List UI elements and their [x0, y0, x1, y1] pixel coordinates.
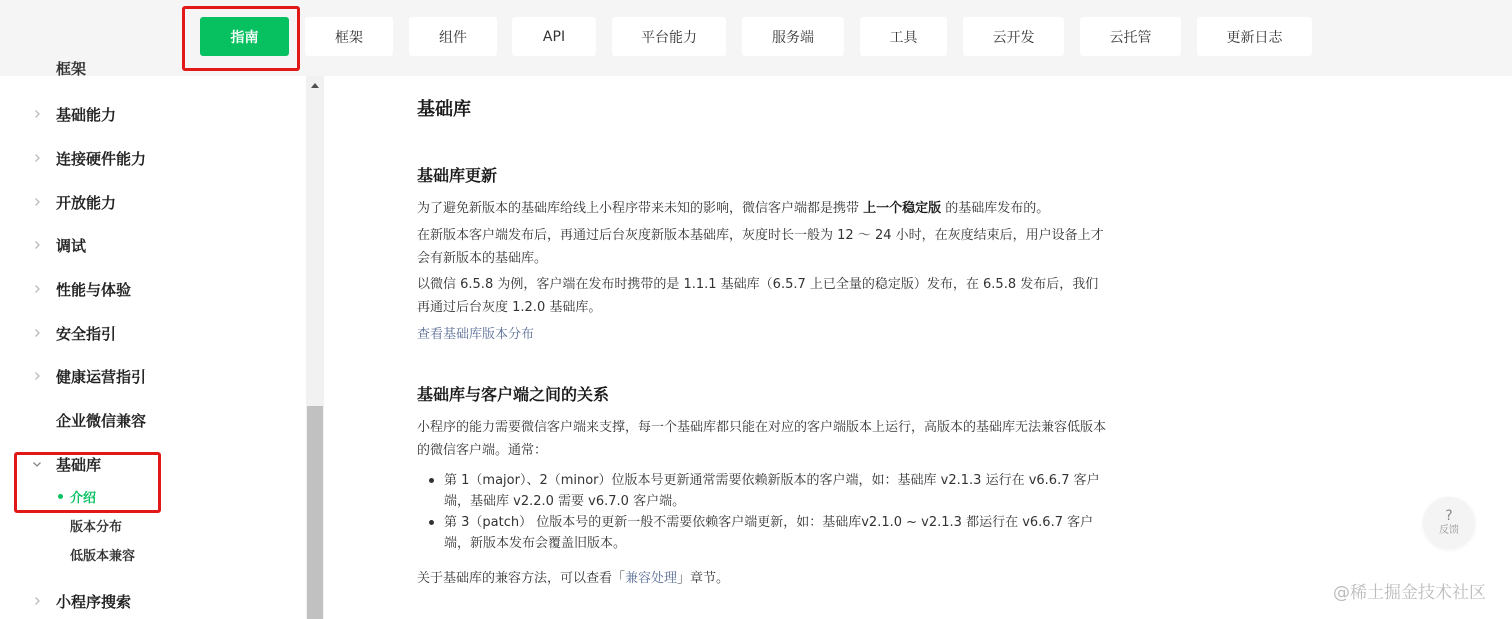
paragraph-update-1: 为了避免新版本的基础库给线上小程序带来未知的影响，微信客户端都是携带 上一个稳定版 的基础库发布的。 — [417, 201, 1050, 216]
sidebar-item-label: 基础库 — [56, 455, 102, 474]
scrollbar-thumb[interactable] — [307, 406, 323, 619]
list-item: 第 3（patch） 位版本号的更新一般不需要依赖客户端更新，如：基础库v2.1.0 ~ v2.1.3 都运行在 v6.6.7 客户端，新版本发布会覆盖旧版本。 — [417, 512, 1107, 554]
sidebar-subitem-label: 低版本兼容 — [70, 548, 136, 564]
sidebar-scrollbar[interactable] — [306, 76, 324, 619]
top-navigation — [0, 0, 1512, 76]
tab-tools[interactable]: 工具 — [860, 17, 947, 56]
chevron-right-icon — [32, 109, 42, 119]
paragraph-update-3: 以微信 6.5.8 为例，客户端在发布时携带的是 1.1.1 基础库（6.5.7 上已全量的稳定版）发布，在 6.5.8 发布后，我们再通过后台灰度 1.2.0 基础库。 — [417, 277, 1099, 315]
sidebar-item-operations[interactable] — [0, 361, 306, 391]
sidebar-item-basic-capabilities[interactable] — [0, 99, 306, 129]
sidebar-item-open-capabilities[interactable] — [0, 187, 306, 217]
sidebar — [0, 60, 306, 619]
chevron-right-icon — [32, 153, 42, 163]
feedback-label: 反馈 — [1439, 524, 1459, 536]
sidebar-subitem-label: 版本分布 — [70, 519, 123, 535]
chevron-right-icon — [32, 240, 42, 250]
sidebar-item-label: 连接硬件能力 — [56, 149, 147, 168]
tab-server[interactable]: 服务端 — [742, 17, 844, 56]
sidebar-item-label: 健康运营指引 — [56, 367, 147, 386]
question-icon: ? — [1445, 507, 1453, 524]
chevron-right-icon — [32, 328, 42, 338]
sidebar-item-performance[interactable] — [0, 274, 306, 304]
sidebar-subitem-intro[interactable] — [0, 484, 306, 508]
tab-platform-capabilities[interactable]: 平台能力 — [612, 17, 726, 56]
paragraph-compat-reference: 关于基础库的兼容方法，可以查看「兼容处理」章节。 — [417, 571, 730, 586]
sidebar-subitem-version-distribution[interactable] — [0, 513, 306, 537]
chevron-right-icon — [32, 371, 42, 381]
paragraph-relationship-1: 小程序的能力需要微信客户端来支撑，每一个基础库都只能在对应的客户端版本上运行，高版本的基础库无法兼容低版本的微信客户端。通常： — [417, 420, 1107, 458]
bullet-icon — [429, 520, 434, 525]
sidebar-item-wecom-compat[interactable] — [0, 405, 306, 435]
page-title: 基础库 — [417, 99, 471, 120]
sidebar-subitem-low-version-compat[interactable] — [0, 542, 306, 566]
version-rules-list — [417, 470, 1107, 554]
sidebar-item-label: 调试 — [56, 236, 87, 255]
scroll-up-arrow-icon[interactable] — [311, 83, 319, 88]
tab-changelog[interactable]: 更新日志 — [1197, 17, 1312, 56]
sidebar-item-label: 性能与体验 — [56, 280, 132, 299]
tab-api[interactable]: API — [512, 17, 596, 56]
sidebar-item-label: 开放能力 — [56, 193, 117, 212]
paragraph-update-2: 在新版本客户端发布后，再通过后台灰度新版本基础库，灰度时长一般为 12 ～ 24 小时，在灰度结束后，用户设备上才会有新版本的基础库。 — [417, 228, 1104, 266]
tab-cloud-hosting[interactable]: 云托管 — [1080, 17, 1181, 56]
tab-guide[interactable]: 指南 — [200, 17, 289, 56]
section-heading-relationship: 基础库与客户端之间的关系 — [417, 385, 610, 404]
active-dot-icon — [58, 494, 63, 499]
sidebar-cut-off-item: 框架 — [56, 60, 87, 78]
tab-framework[interactable]: 框架 — [305, 17, 393, 56]
list-item: 第 1（major）、2（minor）位版本号更新通常需要依赖新版本的客户端，如：基础库 v2.1.3 运行在 v6.6.7 客户端，基础库 v2.2.0 需要 v6.7.0 客户端。 — [417, 470, 1107, 512]
sidebar-item-label: 小程序搜索 — [56, 592, 132, 611]
sidebar-item-label: 基础能力 — [56, 105, 117, 124]
version-distribution-link[interactable]: 查看基础库版本分布 — [417, 327, 535, 342]
sidebar-subitem-label: 介绍 — [70, 490, 97, 506]
chevron-right-icon — [32, 596, 42, 606]
compat-handling-link[interactable]: 兼容处理 — [625, 571, 678, 586]
watermark: @稀土掘金技术社区 — [1333, 583, 1486, 603]
tab-components[interactable]: 组件 — [409, 17, 497, 56]
sidebar-item-label: 企业微信兼容 — [56, 411, 147, 430]
chevron-right-icon — [32, 284, 42, 294]
sidebar-item-search[interactable] — [0, 586, 306, 616]
feedback-button[interactable] — [1423, 497, 1475, 549]
sidebar-item-hardware[interactable] — [0, 143, 306, 173]
chevron-right-icon — [32, 197, 42, 207]
sidebar-item-label: 安全指引 — [56, 324, 117, 343]
bold-stable-version: 上一个稳定版 — [863, 201, 942, 216]
tab-cloud-dev[interactable]: 云开发 — [963, 17, 1064, 56]
section-heading-update: 基础库更新 — [417, 166, 498, 185]
sidebar-item-debug[interactable] — [0, 230, 306, 260]
sidebar-item-base-library[interactable] — [0, 449, 306, 479]
chevron-down-icon — [32, 459, 42, 469]
sidebar-item-security[interactable] — [0, 318, 306, 348]
bullet-icon — [429, 478, 434, 483]
